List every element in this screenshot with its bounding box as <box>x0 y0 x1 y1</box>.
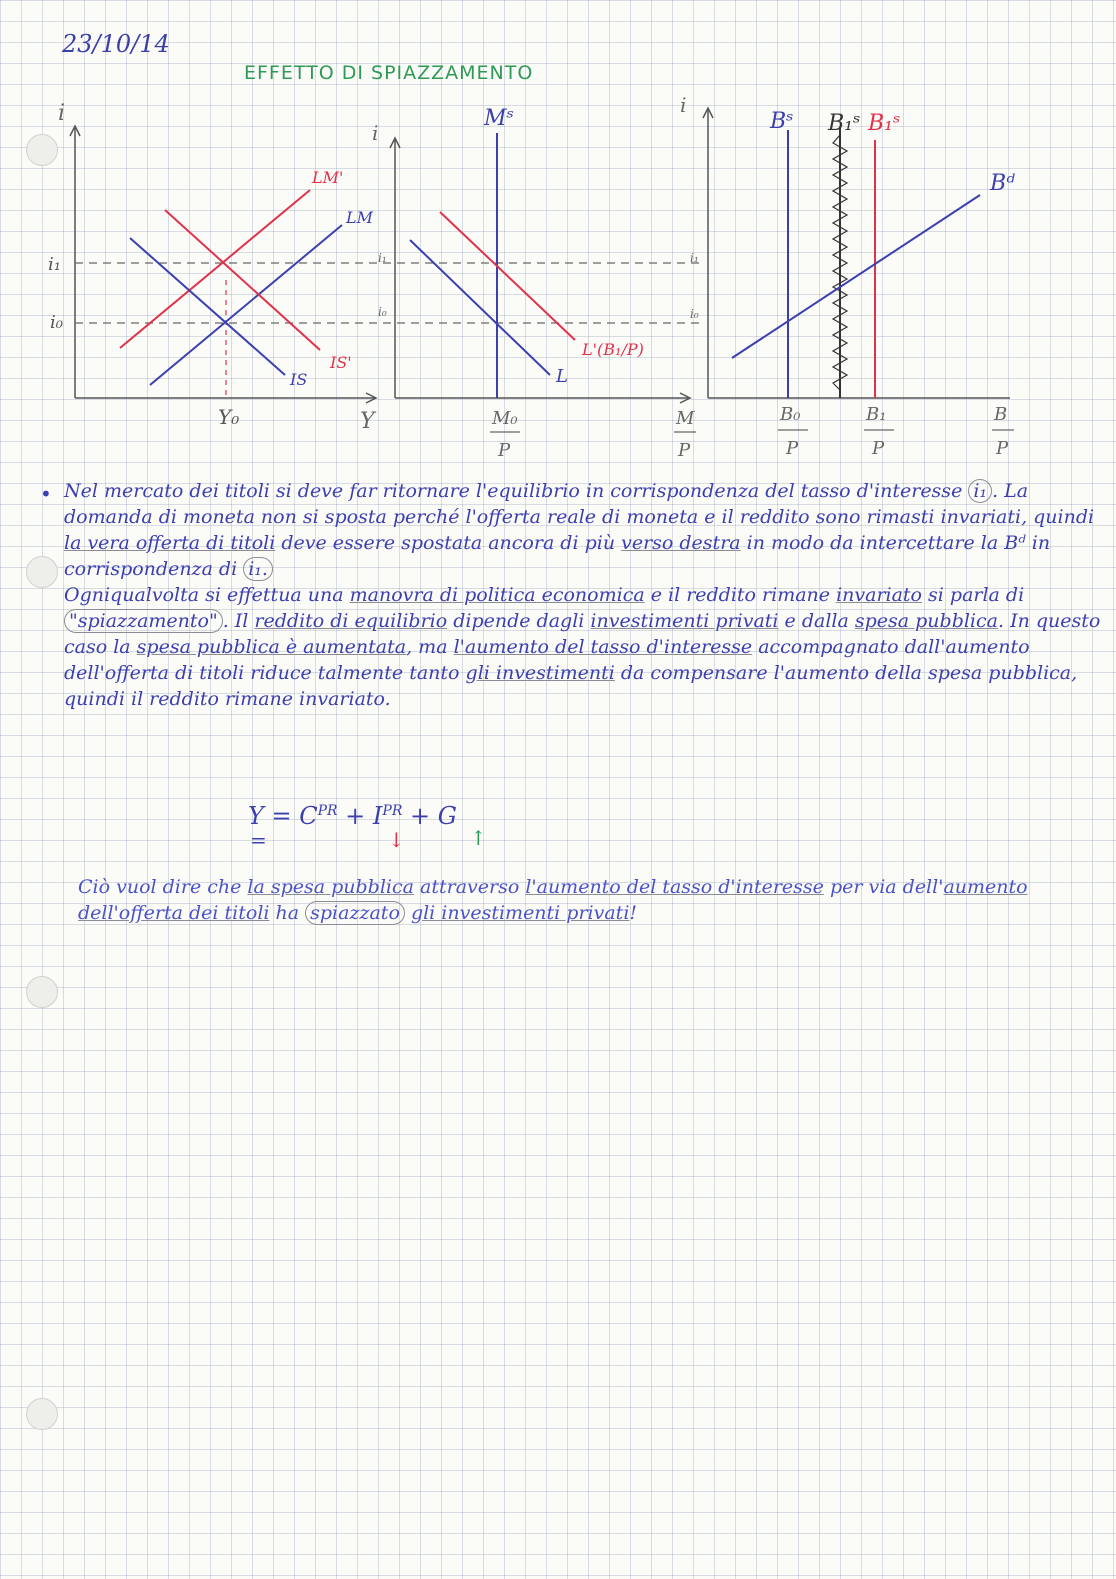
note-circled: i₁ <box>968 479 992 503</box>
note-text: e dalla <box>778 610 855 632</box>
bonds-x1-den: P <box>872 438 885 459</box>
conclusion-text: attraverso <box>413 876 526 898</box>
date: 23/10/14 <box>62 30 170 58</box>
note-text: accompagnato dall'aumento dell'offerta di titoli riduce talmente tanto <box>64 636 1030 684</box>
note-text: dipende dagli <box>447 610 591 632</box>
money-demand-l-prime <box>440 212 575 340</box>
is-curve <box>130 238 285 375</box>
conclusion-underlined: gli investimenti privati <box>410 902 630 924</box>
conclusion-underlined: la spesa pubblica <box>247 876 414 898</box>
money-axis-den: P <box>678 440 691 461</box>
money-x-den: P <box>498 440 511 461</box>
bonds-supply-new-label: B₁ˢ <box>868 111 901 136</box>
bonds-x0-den: P <box>786 438 799 459</box>
money-x-num: M₀ <box>492 408 518 429</box>
punch-hole <box>26 556 58 588</box>
arrow-up-icon: ↑ <box>470 826 487 850</box>
bonds-supply-mid-label: B₁ˢ <box>828 111 861 136</box>
lm-prime-label: LM' <box>312 168 344 187</box>
money-axis-num: M <box>676 408 695 429</box>
equation-part: + G <box>402 802 457 830</box>
equation-sup: PR <box>317 803 338 819</box>
note-text: da compensare l'aumento della spesa pubblica, quindi il reddito rimane invariato. <box>64 662 1078 710</box>
note-text: , ma <box>406 636 454 658</box>
note-underlined: gli investimenti <box>465 662 615 684</box>
note-underlined: invariato <box>836 584 922 606</box>
money-y-axis-label: i <box>372 121 379 145</box>
equation-main <box>248 802 457 830</box>
conclusion-underlined: l'aumento del tasso d'interesse <box>525 876 824 898</box>
islm-tick-i0: i₀ <box>50 312 63 333</box>
note-underlined: investimenti privati <box>590 610 779 632</box>
note-text: . La domanda di moneta non si sposta perché l'offerta reale di moneta e il reddito sono rimasti invariati, quindi <box>64 480 1095 528</box>
money-supply-label: Mˢ <box>484 106 514 131</box>
conclusion-text: per via dell' <box>823 876 944 898</box>
note-underlined: l'aumento del tasso d'interesse <box>453 636 753 658</box>
note-text: si parla di <box>922 584 1025 606</box>
conclusion-underlined: aumento dell'offerta dei titoli <box>78 876 1028 924</box>
bonds-y-axis-label: i <box>680 93 687 117</box>
islm-tick-y0: Y₀ <box>218 405 240 429</box>
is-prime-label: IS' <box>330 353 352 372</box>
note-underlined: manovra di politica economica <box>349 584 645 606</box>
bonds-demand-label: Bᵈ <box>990 171 1015 196</box>
bonds-x0-num: B₀ <box>780 404 801 425</box>
note-underlined: la vera offerta di titoli <box>64 532 276 554</box>
graph-islm <box>48 101 700 434</box>
conclusion-paragraph <box>78 874 1108 926</box>
equation-equal-sign: = <box>250 828 267 852</box>
note-text: in modo da intercettare la Bᵈ in corrispondenza di <box>64 532 1051 580</box>
conclusion-text: ha <box>269 902 306 924</box>
note-underlined: verso destra <box>621 532 741 554</box>
equation <box>248 790 508 860</box>
money-l-label: L <box>556 366 568 387</box>
lm-label: LM <box>346 208 374 227</box>
bonds-axis-num: B <box>994 404 1008 425</box>
equation-part: + I <box>337 802 383 830</box>
bonds-supply-label: Bˢ <box>770 109 794 134</box>
note-text: deve essere spostata ancora di più <box>275 532 622 554</box>
punch-hole <box>26 976 58 1008</box>
bonds-axis-den: P <box>996 438 1009 459</box>
equation-part: Y = C <box>248 802 318 830</box>
conclusion <box>78 874 1108 926</box>
graph-bonds <box>680 93 1015 459</box>
equation-sup: PR <box>382 803 403 819</box>
note-underlined: reddito di equilibrio <box>254 610 448 632</box>
islm-y-axis-label: i <box>58 101 66 126</box>
islm-x-axis-label: Y <box>360 409 375 434</box>
note-underlined: spesa pubblica <box>854 610 998 632</box>
lm-prime-curve <box>120 190 310 348</box>
note-underlined: spesa pubblica è aumentata <box>136 636 407 658</box>
graph-money <box>372 106 696 461</box>
note-text: . Il <box>222 610 255 632</box>
bonds-tick-i1: i₁ <box>690 251 699 265</box>
bonds-demand-line <box>732 195 980 358</box>
money-tick-i1: i₁ <box>378 251 387 265</box>
notes-body <box>64 478 1104 712</box>
is-prime-curve <box>165 210 320 350</box>
conclusion-circled: spiazzato <box>305 901 405 925</box>
note-circled: i₁. <box>243 557 273 581</box>
islm-tick-i1: i₁ <box>48 254 61 275</box>
note-text: Ogniqualvolta si effettua una <box>64 584 350 606</box>
bullet-icon: • <box>40 482 52 506</box>
notes-paragraph-1 <box>64 478 1104 582</box>
page-title: EFFETTO DI SPIAZZAMENTO <box>244 62 534 84</box>
bonds-tick-i0: i₀ <box>690 307 699 321</box>
note-circled: "spiazzamento" <box>64 609 223 633</box>
punch-hole <box>26 1398 58 1430</box>
conclusion-text: ! <box>629 902 638 924</box>
note-text: . In questo caso la <box>64 610 1101 658</box>
note-text: e il reddito rimane <box>644 584 837 606</box>
conclusion-text: Ciò vuol dire che <box>78 876 248 898</box>
money-demand-l <box>410 240 550 375</box>
money-tick-i0: i₀ <box>378 305 387 319</box>
money-l-prime-label: L'(B₁/P) <box>582 340 644 359</box>
note-text: Nel mercato dei titoli si deve far ritornare l'equilibrio in corrispondenza del tasso d'interesse <box>64 480 969 502</box>
notes-paragraph-2 <box>64 582 1104 712</box>
bonds-x1-num: B₁ <box>866 404 887 425</box>
graphs-figure <box>0 80 1116 470</box>
lm-curve <box>150 225 342 385</box>
is-label: IS <box>290 370 308 389</box>
arrow-down-icon: ↓ <box>388 828 405 852</box>
